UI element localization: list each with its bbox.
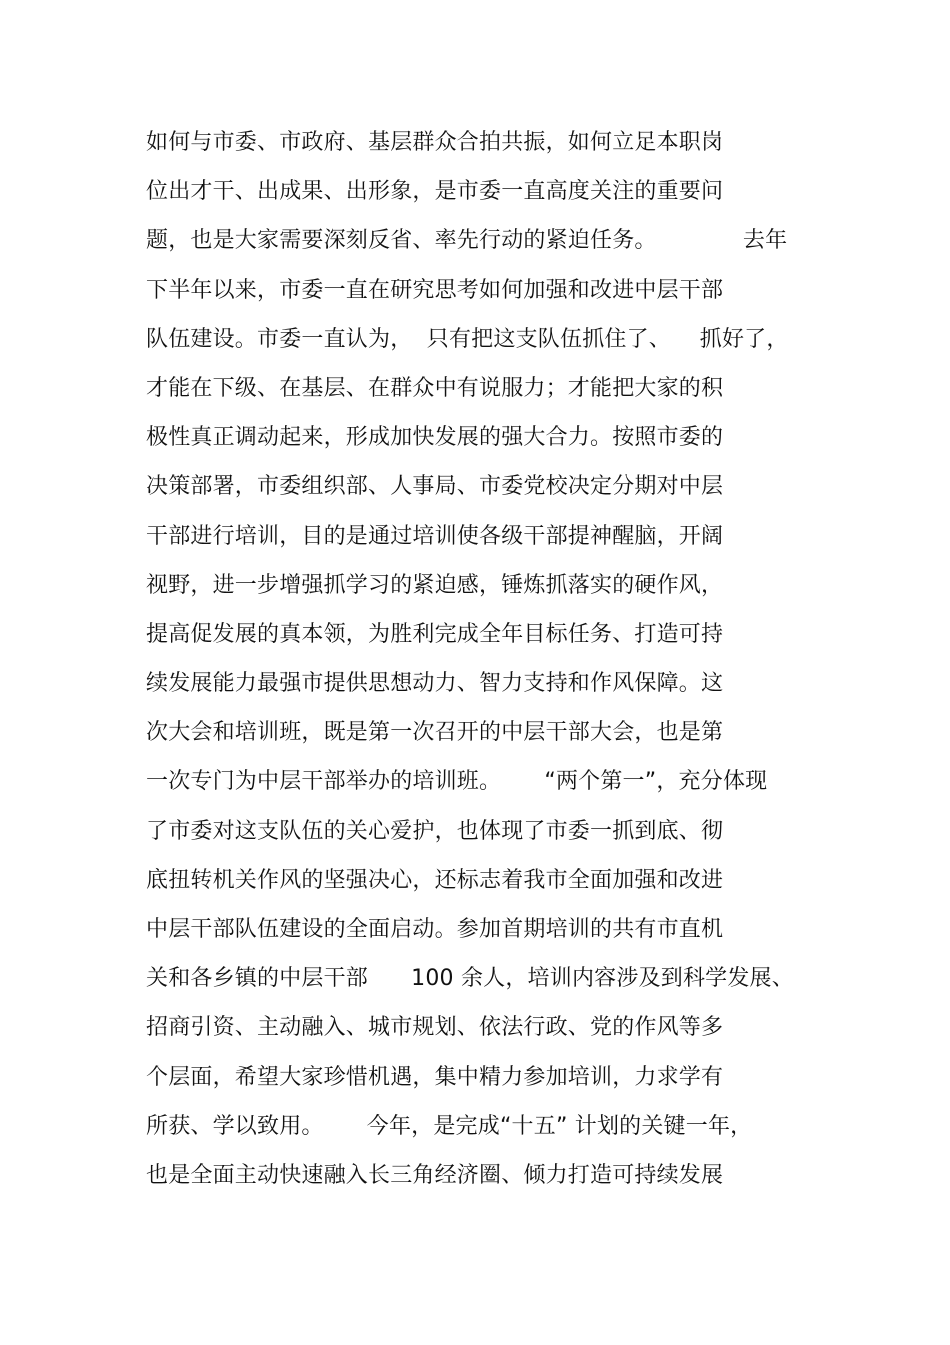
text-line: 如何与市委、市政府、基层群众合拍共振，如何立足本职岗 — [146, 130, 724, 155]
text-line: 了市委对这支队伍的关心爱护，也体现了市委一抓到底、彻 — [146, 818, 724, 844]
text-line: 干部进行培训，目的是通过培训使各级干部提神醒脑，开阔 — [146, 523, 724, 549]
text-line: 招商引资、主动融入、城市规划、依法行政、党的作风等多 — [146, 1015, 724, 1041]
text-line: 视野，进一步增强抓学习的紧迫感，锤炼抓落实的硬作风， — [146, 572, 724, 598]
text-line: 位出才干、出成果、出形象，是市委一直高度关注的重要问 — [146, 179, 724, 205]
text-line: 才能在下级、在基层、在群众中有说服力；才能把大家的积 — [146, 375, 724, 401]
body-text — [146, 118, 846, 1200]
text-line: 提高促发展的真本领，为胜利完成全年目标任务、打造可持 — [146, 621, 724, 647]
text-line: 次大会和培训班，既是第一次召开的中层干部大会，也是第 — [146, 720, 724, 746]
text-line: 所获、学以致用。 今年，是完成“十五” 计划的关键一年， — [146, 1113, 753, 1139]
text-line: 个层面，希望大家珍惜机遇，集中精力参加培训，力求学有 — [146, 1064, 724, 1090]
text-line: 续发展能力最强市提供思想动力、智力支持和作风保障。这 — [146, 671, 724, 697]
text-line: 队伍建设。市委一直认为， 只有把这支队伍抓住了、 抓好了， — [146, 326, 789, 352]
text-line: 题，也是大家需要深刻反省、率先行动的紧迫任务。 去年 — [146, 228, 788, 254]
text-line: 中层干部队伍建设的全面启动。参加首期培训的共有市直机 — [146, 917, 724, 942]
text-line: 极性真正调动起来，形成加快发展的强大合力。按照市委的 — [146, 425, 724, 451]
text-line: 也是全面主动快速融入长三角经济圈、倾力打造可持续发展 — [146, 1162, 724, 1188]
text-line: 下半年以来，市委一直在研究思考如何加强和改进中层干部 — [146, 277, 724, 303]
text-line: 关和各乡镇的中层干部 100 余人，培训内容涉及到科学发展、 — [146, 966, 794, 992]
text-line: 一次专门为中层干部举办的培训班。 “两个第一”，充分体现 — [146, 769, 768, 795]
text-line: 底扭转机关作风的坚强决心，还标志着我市全面加强和改进 — [146, 867, 724, 893]
text-line: 决策部署，市委组织部、人事局、市委党校决定分期对中层 — [146, 474, 724, 500]
